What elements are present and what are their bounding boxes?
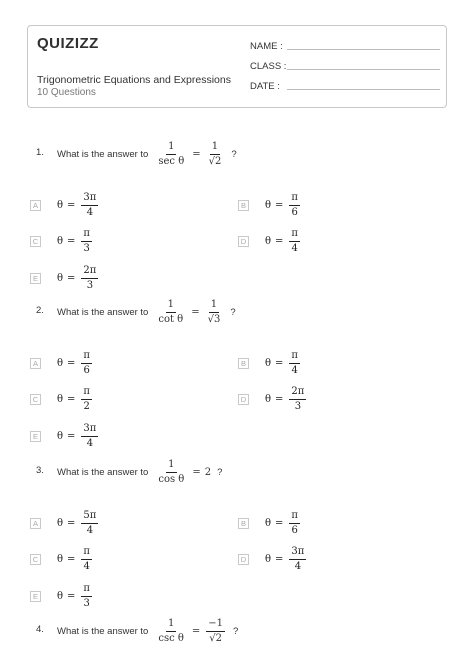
option-denominator: 3: [294, 400, 302, 412]
option-letter-box[interactable]: D: [238, 554, 249, 565]
option-letter-box[interactable]: A: [30, 518, 41, 529]
option-denominator: 3: [83, 242, 90, 254]
rhs-value: 2: [204, 466, 212, 478]
equals-sign: =: [275, 517, 284, 529]
option-denominator: 2: [83, 400, 90, 412]
lhs-denominator: sec θ: [158, 155, 185, 167]
question-number: 2.: [36, 305, 44, 316]
option-denominator: 6: [291, 206, 298, 218]
option-numerator: π: [81, 583, 92, 597]
question-count: 10 Questions: [37, 87, 96, 98]
option-letter-box[interactable]: D: [238, 394, 249, 405]
option-fraction: [81, 192, 98, 218]
option-numerator: π: [289, 192, 300, 206]
theta-symbol: θ: [265, 199, 272, 211]
theta-symbol: θ: [265, 553, 272, 565]
theta-symbol: θ: [57, 430, 64, 442]
equals-sign: =: [67, 430, 76, 442]
option-denominator: 4: [291, 242, 298, 254]
question-mark: ?: [217, 466, 223, 478]
theta-symbol: θ: [57, 590, 64, 602]
option-numerator: 3π: [81, 423, 98, 437]
theta-symbol: θ: [57, 357, 64, 369]
option-expression: [57, 423, 100, 449]
question-mark: ?: [230, 306, 236, 318]
equals-sign: =: [275, 235, 284, 247]
option-expression: [265, 546, 308, 572]
option-letter-box[interactable]: B: [238, 358, 249, 369]
question-number: 1.: [36, 147, 44, 158]
name-line: [287, 49, 440, 50]
lhs-denominator: cot θ: [158, 313, 184, 325]
answer-option-e[interactable]: [30, 423, 100, 449]
equals-sign: =: [67, 517, 76, 529]
answer-option-a[interactable]: [30, 510, 100, 536]
option-numerator: 5π: [81, 510, 98, 524]
lhs-numerator: 1: [166, 141, 176, 155]
option-fraction: [81, 350, 92, 376]
option-expression: [57, 192, 100, 218]
prompt-text: What is the answer to: [57, 306, 149, 318]
option-denominator: 6: [291, 524, 298, 536]
lhs-numerator: 1: [166, 618, 176, 632]
option-denominator: 3: [86, 279, 94, 291]
option-letter-box[interactable]: A: [30, 358, 41, 369]
answer-option-d[interactable]: [238, 386, 308, 412]
option-numerator: π: [289, 228, 300, 242]
answer-option-d[interactable]: [238, 546, 308, 572]
equals-sign: =: [192, 466, 201, 478]
option-numerator: π: [81, 350, 92, 364]
option-numerator: π: [81, 228, 92, 242]
prompt-text: What is the answer to: [57, 466, 149, 478]
theta-symbol: θ: [57, 393, 64, 405]
question-mark: ?: [231, 148, 237, 160]
question-prompt: [57, 141, 237, 167]
theta-symbol: θ: [57, 517, 64, 529]
equals-sign: =: [191, 306, 200, 318]
option-letter-box[interactable]: C: [30, 394, 41, 405]
rhs-fraction: [206, 299, 223, 325]
theta-symbol: θ: [57, 272, 64, 284]
answer-option-b[interactable]: [238, 510, 302, 536]
option-expression: [57, 546, 94, 572]
lhs-denominator: csc θ: [158, 632, 184, 644]
option-fraction: [81, 510, 98, 536]
equals-sign: =: [275, 357, 284, 369]
option-denominator: 4: [86, 437, 94, 449]
name-label: NAME :: [250, 41, 283, 52]
answer-option-b[interactable]: [238, 350, 302, 376]
option-letter-box[interactable]: C: [30, 236, 41, 247]
option-expression: [57, 228, 94, 254]
equals-sign: =: [275, 393, 284, 405]
lhs-fraction: [156, 299, 185, 325]
question-number: 3.: [36, 465, 44, 476]
rhs-fraction: [207, 141, 224, 167]
answer-option-a[interactable]: [30, 350, 94, 376]
option-numerator: π: [81, 386, 92, 400]
option-fraction: [81, 265, 98, 291]
answer-option-e[interactable]: [30, 265, 100, 291]
equals-sign: =: [67, 357, 76, 369]
option-letter-box[interactable]: B: [238, 200, 249, 211]
equals-sign: =: [67, 393, 76, 405]
option-fraction: [289, 386, 306, 412]
option-denominator: 4: [86, 524, 94, 536]
answer-option-d[interactable]: [238, 228, 302, 254]
lhs-numerator: 1: [166, 299, 176, 313]
theta-symbol: θ: [57, 553, 64, 565]
option-fraction: [289, 350, 300, 376]
option-letter-box[interactable]: E: [30, 431, 41, 442]
lhs-fraction: [156, 618, 186, 644]
equals-sign: =: [67, 235, 76, 247]
equals-sign: =: [67, 199, 76, 211]
rhs-numerator: 1: [209, 299, 219, 313]
date-label: DATE :: [250, 81, 280, 92]
option-letter-box[interactable]: A: [30, 200, 41, 211]
answer-option-e[interactable]: [30, 583, 94, 609]
equals-sign: =: [67, 553, 76, 565]
option-fraction: [81, 423, 98, 449]
class-label: CLASS :: [250, 61, 287, 72]
prompt-text: What is the answer to: [57, 148, 149, 160]
theta-symbol: θ: [57, 235, 64, 247]
option-fraction: [81, 546, 92, 572]
equals-sign: =: [191, 625, 201, 637]
option-letter-box[interactable]: C: [30, 554, 41, 565]
rhs-numerator: 1: [210, 141, 220, 155]
option-numerator: π: [289, 350, 300, 364]
option-expression: [265, 192, 302, 218]
option-numerator: 3π: [289, 546, 306, 560]
option-fraction: [81, 386, 92, 412]
question-prompt: [57, 459, 222, 485]
prompt-text: What is the answer to: [57, 625, 149, 637]
rhs-denominator: √2: [208, 155, 222, 167]
option-expression: [57, 583, 94, 609]
date-line: [287, 89, 440, 90]
option-expression: [265, 510, 302, 536]
option-fraction: [81, 583, 92, 609]
option-numerator: 2π: [81, 265, 98, 279]
equals-sign: =: [67, 590, 76, 602]
theta-symbol: θ: [265, 393, 272, 405]
equals-sign: =: [67, 272, 76, 284]
answer-option-a[interactable]: [30, 192, 100, 218]
option-letter-box[interactable]: D: [238, 236, 249, 247]
option-expression: [265, 228, 302, 254]
class-line: [287, 69, 440, 70]
answer-option-c[interactable]: [30, 546, 94, 572]
equals-sign: =: [275, 199, 284, 211]
option-fraction: [289, 192, 300, 218]
equals-sign: =: [192, 148, 201, 160]
date-field[interactable]: [250, 81, 440, 92]
answer-option-c[interactable]: [30, 228, 94, 254]
option-denominator: 6: [83, 364, 90, 376]
option-fraction: [289, 510, 300, 536]
class-field[interactable]: [250, 61, 440, 72]
option-expression: [57, 265, 100, 291]
option-denominator: 4: [291, 364, 298, 376]
lhs-fraction: [156, 459, 186, 485]
option-numerator: π: [289, 510, 300, 524]
option-fraction: [289, 228, 300, 254]
theta-symbol: θ: [265, 357, 272, 369]
rhs-denominator: √2: [209, 632, 223, 644]
option-numerator: 3π: [81, 192, 98, 206]
lhs-numerator: 1: [166, 459, 176, 473]
option-expression: [265, 350, 302, 376]
answer-option-c[interactable]: [30, 386, 94, 412]
question-mark: ?: [233, 625, 239, 637]
theta-symbol: θ: [265, 235, 272, 247]
option-fraction: [289, 546, 306, 572]
worksheet-header: [27, 25, 447, 108]
theta-symbol: θ: [265, 517, 272, 529]
question-number: 4.: [36, 624, 44, 635]
quizizz-logo: QUIZIZZ: [37, 35, 99, 52]
lhs-denominator: cos θ: [158, 473, 185, 485]
option-letter-box[interactable]: E: [30, 273, 41, 284]
lhs-fraction: [156, 141, 186, 167]
theta-symbol: θ: [57, 199, 64, 211]
rhs-fraction: [206, 618, 225, 644]
name-field[interactable]: [250, 41, 440, 52]
option-expression: [57, 510, 100, 536]
option-denominator: 3: [83, 597, 90, 609]
option-expression: [57, 386, 94, 412]
worksheet-title: Trigonometric Equations and Expressions: [37, 74, 231, 86]
question-prompt: [57, 299, 236, 325]
option-denominator: 4: [83, 560, 90, 572]
question-prompt: [57, 618, 238, 644]
option-expression: [57, 350, 94, 376]
option-denominator: 4: [86, 206, 94, 218]
option-denominator: 4: [294, 560, 302, 572]
option-expression: [265, 386, 308, 412]
rhs-numerator: −1: [206, 618, 225, 632]
option-fraction: [81, 228, 92, 254]
equals-sign: =: [275, 553, 284, 565]
option-numerator: 2π: [289, 386, 306, 400]
option-letter-box[interactable]: E: [30, 591, 41, 602]
answer-option-b[interactable]: [238, 192, 302, 218]
option-numerator: π: [81, 546, 92, 560]
rhs-denominator: √3: [207, 313, 221, 325]
option-letter-box[interactable]: B: [238, 518, 249, 529]
